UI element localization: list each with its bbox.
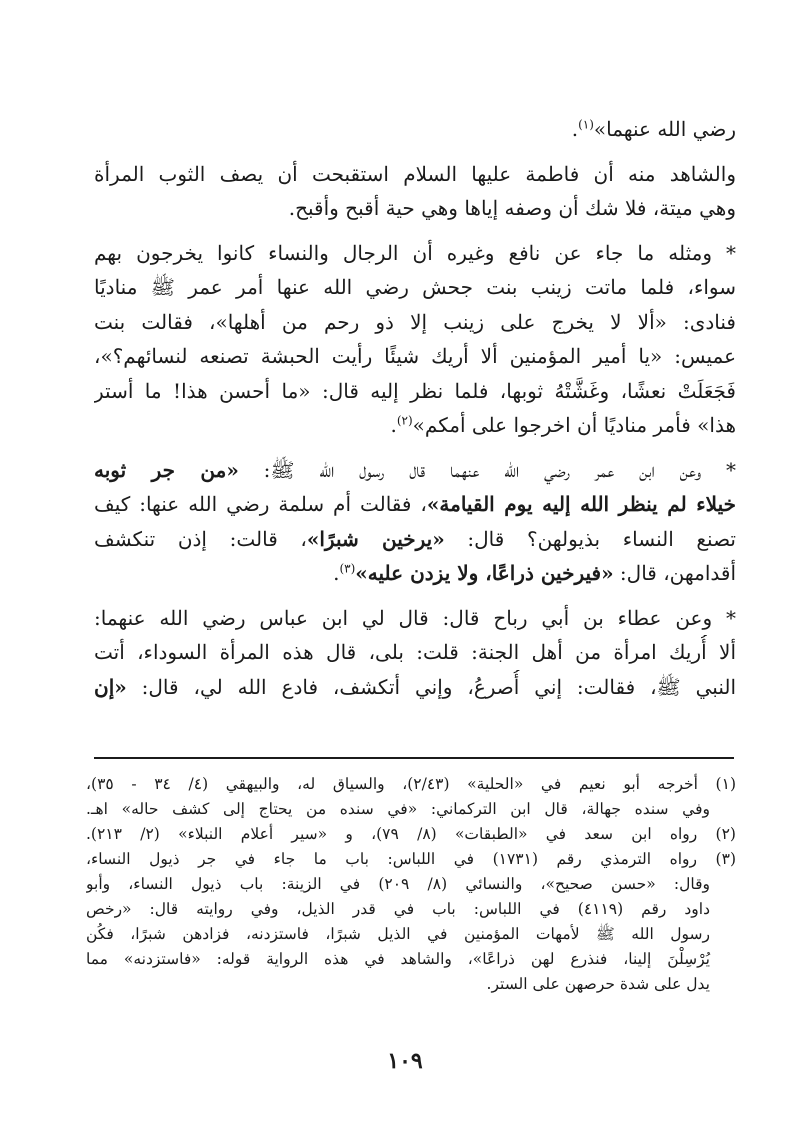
footnote-line: يدل على شدة حرصهن على الستر. <box>486 975 710 993</box>
paragraph-4-line <box>94 522 736 557</box>
text-run: عميس: «يا أمير المؤمنين ألا أريك شيئًا رأيت الحبشة تصنعه لنسائهم؟»، <box>94 344 736 368</box>
paragraph-4-line <box>94 556 736 591</box>
footnote-line: (٣) رواه الترمذي رقم (١٧٣١) في اللباس: باب ما جاء في جر ذيول النساء، <box>86 850 736 868</box>
main-text <box>94 112 736 704</box>
hadith-text: «من جر ثوبه <box>94 457 239 482</box>
page-number: ١٠٩ <box>387 1048 423 1074</box>
paragraph-3-line <box>94 339 736 374</box>
hadith-text: خيلاء لم ينظر الله إليه يوم القيامة» <box>426 492 736 516</box>
text-run: * وعن ابن عمر رضي الله عنهما قال رسول الله ﷺ: <box>238 457 736 482</box>
paragraph-4-line <box>94 487 736 522</box>
text-run: . <box>571 117 579 141</box>
text-run: سواء، فلما ماتت زينب بنت جحش رضي الله عنها أمر عمر ﷺ مناديًا <box>94 275 736 299</box>
footnote-line: وقال: «حسن صحيح»، والنسائي (٨/ ٢٠٩) في الزينة: باب ذيول النساء، وأبو <box>86 875 711 893</box>
hadith-text: «يرخين شبرًا» <box>306 526 445 551</box>
hadith-text: «إن <box>94 674 127 699</box>
text-run: فَجَعَلَتْ نعشًا، وغَشَّتْهُ ثوبها، فلما نظر إليه قال: «ما أحسن هذا! ما أستر <box>94 378 736 403</box>
paragraph-2-line <box>94 157 736 192</box>
text-run: النبي ﷺ، فقالت: إني أُصرعُ، وإني أتكشف، فادع الله لي، قال: <box>126 674 736 699</box>
footnote-line: (١) أخرجه أبو نعيم في «الحلية» (٢/٤٣)، والسياق له، والبيهقي (٤/ ٣٤ - ٣٥)، <box>86 775 736 793</box>
text-run: وهي ميتة، فلا شك أن وصفه إياها وهي حية أقبح وأقبح. <box>288 196 736 220</box>
paragraph-3-line <box>94 408 736 443</box>
footnote-line: وفي سنده جهالة، قال ابن التركماني: «في سنده من يحتاج إلى كشف حاله» اهـ. <box>86 800 710 818</box>
text-run: تصنع النساء بذيولهن؟ قال: <box>444 526 736 551</box>
paragraph-5-line <box>94 635 736 670</box>
text-run: فنادى: «ألا لا يخرج على زينب إلا ذو رحم من أهلها»، فقالت بنت <box>94 309 736 334</box>
paragraph-3-line <box>94 236 736 271</box>
footnote-ref: (٣) <box>339 561 356 576</box>
footnote-line: رسول الله ﷺ لأمهات المؤمنين في الذيل شبرًا، فاستزدنه، فزادهن شبرًا، فكُن <box>86 925 710 943</box>
text-run: أقدامهن، قال: <box>613 561 736 585</box>
text-run: ، فقالت أم سلمة رضي الله عنها: كيف <box>94 492 427 516</box>
footnote-ref: (١) <box>578 117 594 132</box>
paragraph-3-line <box>94 374 736 409</box>
paragraph-1-line <box>94 112 736 147</box>
text-run: * وعن عطاء بن أبي رباح قال: قال لي ابن عباس رضي الله عنهما: <box>94 605 736 630</box>
footnote-line: يُرْسِلْنَ إلينا، فنذرع لهن ذراعًا»، والشاهد في هذه الرواية قوله: «فاستزدنه» مما <box>86 950 710 968</box>
paragraph-5-line <box>94 601 736 636</box>
text-run: ، قالت: إذن تنكشف <box>94 526 307 551</box>
footnote-ref: (٢) <box>396 413 413 428</box>
text-run: * ومثله ما جاء عن نافع وغيره أن الرجال والنساء كانوا يخرجون بهم <box>94 240 736 265</box>
paragraph-3-line <box>94 305 736 340</box>
paragraph-3-line <box>94 270 736 305</box>
footnote-line: داود رقم (٤١١٩) في اللباس: باب في قدر الذيل، وفي روايته قال: «رخص <box>86 900 710 918</box>
text-run: . <box>390 413 397 437</box>
paragraph-4-line <box>94 453 736 488</box>
footnotes <box>86 772 736 997</box>
paragraph-2-line <box>94 191 736 226</box>
text-run: رضي الله عنهما» <box>593 117 736 141</box>
text-run: هذا» فأمر مناديًا أن اخرجوا على أمكم» <box>412 413 736 437</box>
footnote-divider <box>94 757 734 759</box>
text-run: والشاهد منه أن فاطمة عليها السلام استقبحت أن يصف الثوب المرأة <box>94 161 736 186</box>
text-run: . <box>333 561 340 585</box>
footnote-line: (٢) رواه ابن سعد في «الطبقات» (٨/ ٧٩)، و «سير أعلام النبلاء» (٢/ ٢١٣). <box>86 825 736 843</box>
text-run: ألا أُريك امرأة من أهل الجنة: قلت: بلى، قال هذه المرأة السوداء، أتت <box>94 640 736 664</box>
hadith-text: «فيرخين ذراعًا، ولا يزدن عليه» <box>355 561 614 585</box>
paragraph-5-line <box>94 670 736 705</box>
